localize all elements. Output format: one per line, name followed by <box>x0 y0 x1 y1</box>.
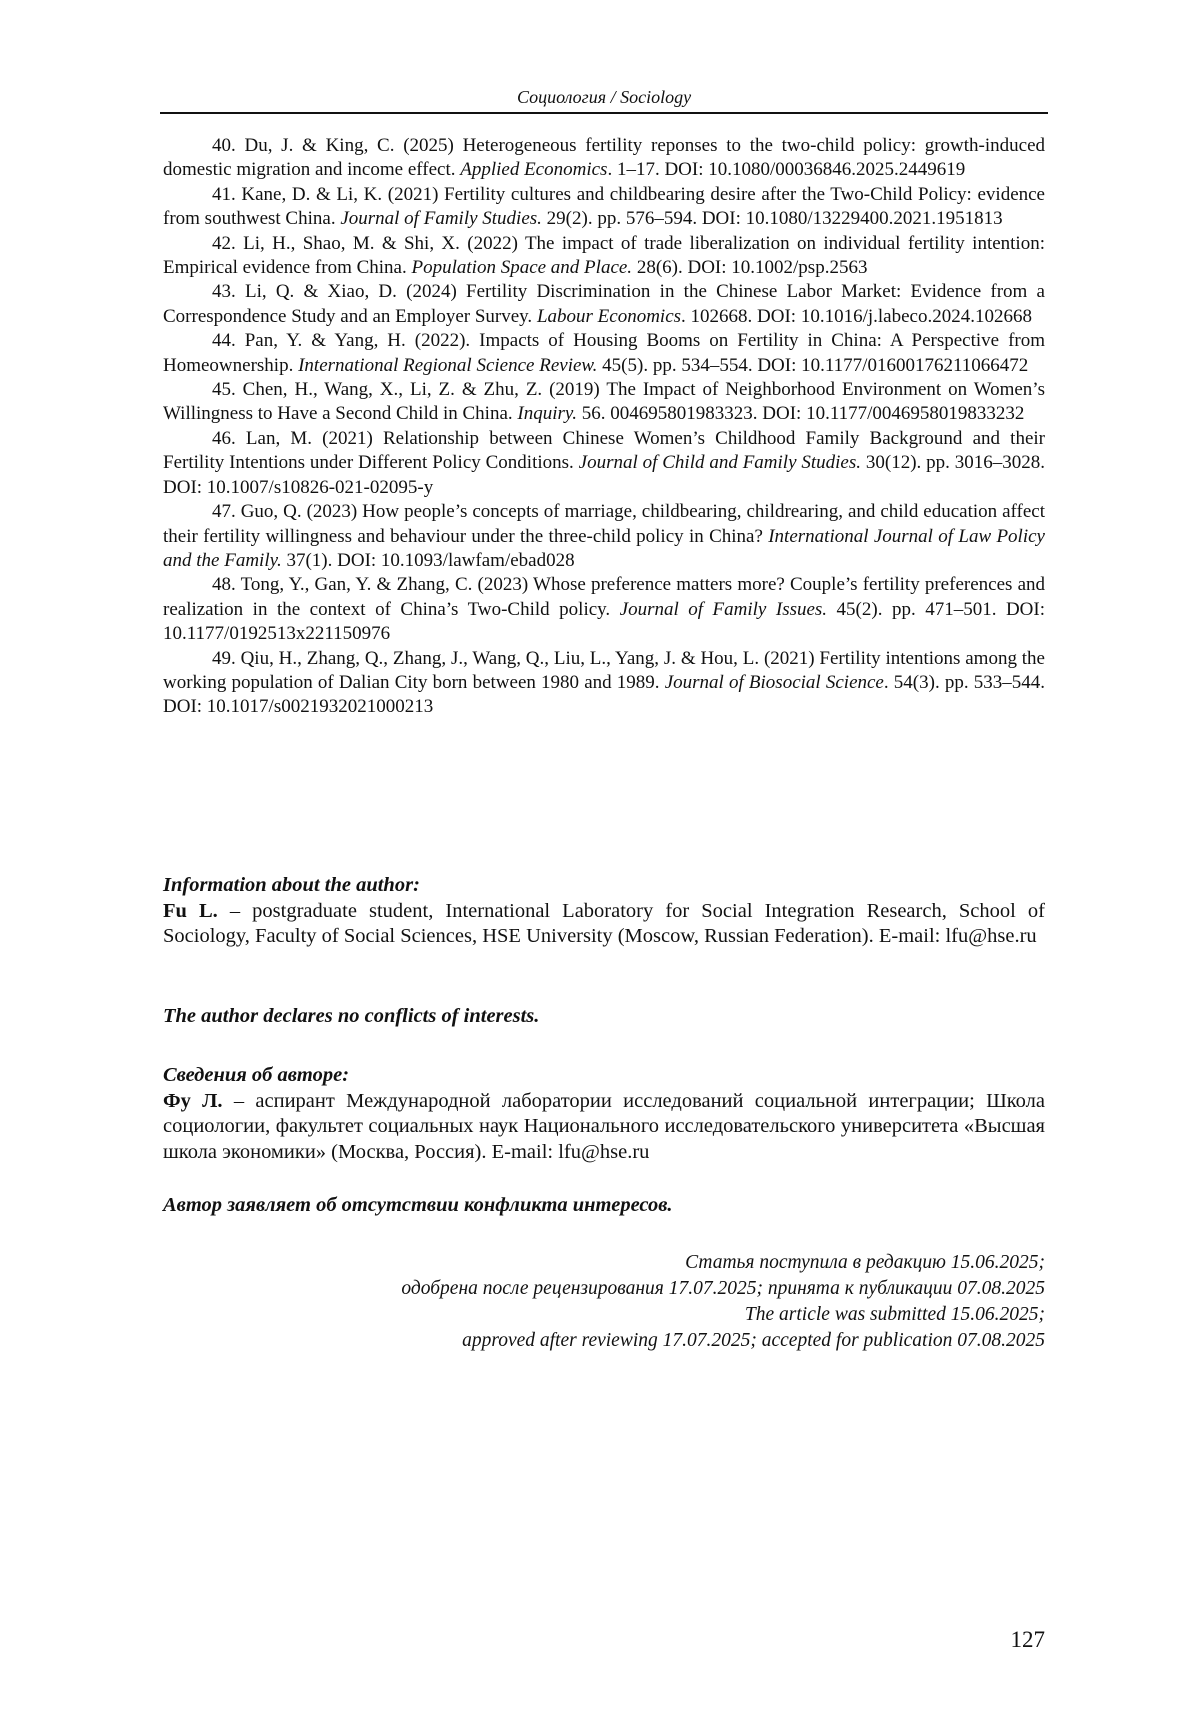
reference-item <box>163 134 1045 183</box>
author-info-ru-heading: Сведения об авторе: <box>163 1064 350 1086</box>
date-line: approved after reviewing 17.07.2025; accepted for publication 07.08.2025 <box>462 1330 1045 1351</box>
reference-text: 44. Pan, Y. & Yang, H. (2022). Impacts of Housing Booms on Fertility in China: A Perspective from Homeownership. <box>163 330 1045 376</box>
reference-journal: Journal of Biosocial Science <box>664 671 884 693</box>
header-rule <box>160 112 1048 114</box>
reference-item <box>163 500 1045 573</box>
reference-item <box>163 427 1045 500</box>
reference-item <box>163 232 1045 281</box>
reference-item <box>163 378 1045 427</box>
reference-text: 43. Li, Q. & Xiao, D. (2024) Fertility Discrimination in the Chinese Labor Market: Evidence from a Correspondence Study and an Employer Survey. <box>163 281 1045 327</box>
reference-item <box>163 183 1045 232</box>
author-info-en-body <box>163 899 1045 950</box>
reference-journal: Journal of Family Issues. <box>619 598 828 620</box>
reference-details: . 1–17. DOI: 10.1080/00036846.2025.2449619 <box>607 159 966 181</box>
date-line: The article was submitted 15.06.2025; <box>744 1304 1045 1325</box>
reference-list <box>163 134 1045 720</box>
author-info-en <box>163 873 1045 950</box>
reference-details: 30(12). pp. 3016–3028. DOI: 10.1007/s10826-021-02095-y <box>163 452 1046 498</box>
reference-journal: Population Space and Place. <box>411 257 633 279</box>
reference-details: . 54(3). pp. 533–544. DOI: 10.1017/s0021932021000213 <box>163 671 1046 718</box>
reference-details: 56. 004695801983323. DOI: 10.1177/0046958019833232 <box>577 403 1025 425</box>
date-line: Статья поступила в редакцию 15.06.2025; <box>685 1252 1045 1273</box>
reference-item <box>163 647 1045 720</box>
running-head: Социология / Sociology <box>516 87 692 107</box>
reference-details: 37(1). DOI: 10.1093/lawfam/ebad028 <box>281 549 575 571</box>
reference-details: 29(2). pp. 576–594. DOI: 10.1080/13229400.2021.1951813 <box>541 208 1003 230</box>
reference-journal: Journal of Family Studies. <box>340 208 542 230</box>
reference-text: 41. Kane, D. & Li, K. (2021) Fertility cultures and childbearing desire after the Two-Child Policy: evidence from southwest China. <box>163 183 1045 230</box>
page-number: 127 <box>1010 1627 1045 1652</box>
reference-text: 45. Chen, H., Wang, X., Li, Z. & Zhu, Z. (2019) The Impact of Neighborhood Environment on Women’s Willingness to Have a Second Child in China. <box>163 379 1045 425</box>
conflict-statement-ru-text: Автор заявляет об отсутствии конфликта интересов. <box>163 1194 673 1216</box>
reference-journal: Journal of Child and Family Studies. <box>578 452 862 474</box>
author-name-ru: Фу Л. <box>163 1089 223 1112</box>
reference-text: 48. Tong, Y., Gan, Y. & Zhang, C. (2023) Whose preference matters more? Couple’s fertility preferences and realization in the context of China’s Two-Child policy. <box>163 574 1045 620</box>
date-line: одобрена после рецензирования 17.07.2025; принята к публикации 07.08.2025 <box>401 1278 1045 1299</box>
conflict-statement-ru <box>163 1193 1045 1219</box>
author-info-ru-body <box>163 1089 1045 1166</box>
reference-text: 42. Li, H., Shao, M. & Shi, X. (2022) The impact of trade liberalization on individual fertility intention: Empirical evidence from China. <box>163 232 1045 279</box>
reference-details: 45(5). pp. 534–554. DOI: 10.1177/01600176211066472 <box>597 354 1029 376</box>
reference-details: 28(6). DOI: 10.1002/psp.2563 <box>632 257 868 279</box>
reference-journal: International Regional Science Review. <box>298 354 598 376</box>
reference-details: . 102668. DOI: 10.1016/j.labeco.2024.102668 <box>681 305 1032 327</box>
reference-text: 46. Lan, M. (2021) Relationship between Chinese Women’s Childhood Family Background and their Fertility Intentions under Different Policy Conditions. <box>163 427 1045 474</box>
reference-text: 49. Qiu, H., Zhang, Q., Zhang, J., Wang, Q., Liu, L., Yang, J. & Hou, L. (2021) Fertility intentions among the working population of Dalian City born between 1980 and 1989. <box>163 647 1045 693</box>
reference-journal: Applied Economics <box>460 159 608 181</box>
reference-journal: Inquiry. <box>517 403 578 425</box>
reference-details: 45(2). pp. 471–501. DOI: 10.1177/0192513x221150976 <box>163 598 1045 645</box>
reference-item <box>163 573 1045 646</box>
conflict-statement-en <box>163 1004 1045 1030</box>
reference-journal: Labour Economics <box>536 305 682 327</box>
conflict-statement-en-text: The author declares no conflicts of interests. <box>163 1005 540 1027</box>
author-info-en-heading: Information about the author: <box>163 874 420 896</box>
reference-item <box>163 329 1045 378</box>
author-name-en: Fu L. <box>163 899 218 922</box>
author-info-ru <box>163 1063 1045 1165</box>
author-description-en: – postgraduate student, International Laboratory for Social Integration Research, School of Sociology, Faculty of Social Sciences, HSE University (Moscow, Russian Federation). E-mail: lfu@hse.ru <box>163 899 1045 947</box>
reference-text: 40. Du, J. & King, C. (2025) Heterogeneous fertility reponses to the two-child policy: growth-induced domestic migration and income effect. <box>163 135 1045 181</box>
reference-item <box>163 280 1045 329</box>
article-dates <box>163 1250 1045 1354</box>
reference-journal: International Journal of Law Policy and the Family. <box>163 525 1045 571</box>
reference-text: 47. Guo, Q. (2023) How people’s concepts of marriage, childbearing, childrearing, and child education affect their fertility willingness and behaviour under the three-child policy in China? <box>163 501 1045 547</box>
author-description-ru: – аспирант Международной лаборатории исследований социальной интеграции; Школа социологии, факультет социальных наук Национального исследовательского университета «Высшая школа экономики» (Москва, Россия). E-mail: lfu@hse.ru <box>163 1089 1045 1163</box>
